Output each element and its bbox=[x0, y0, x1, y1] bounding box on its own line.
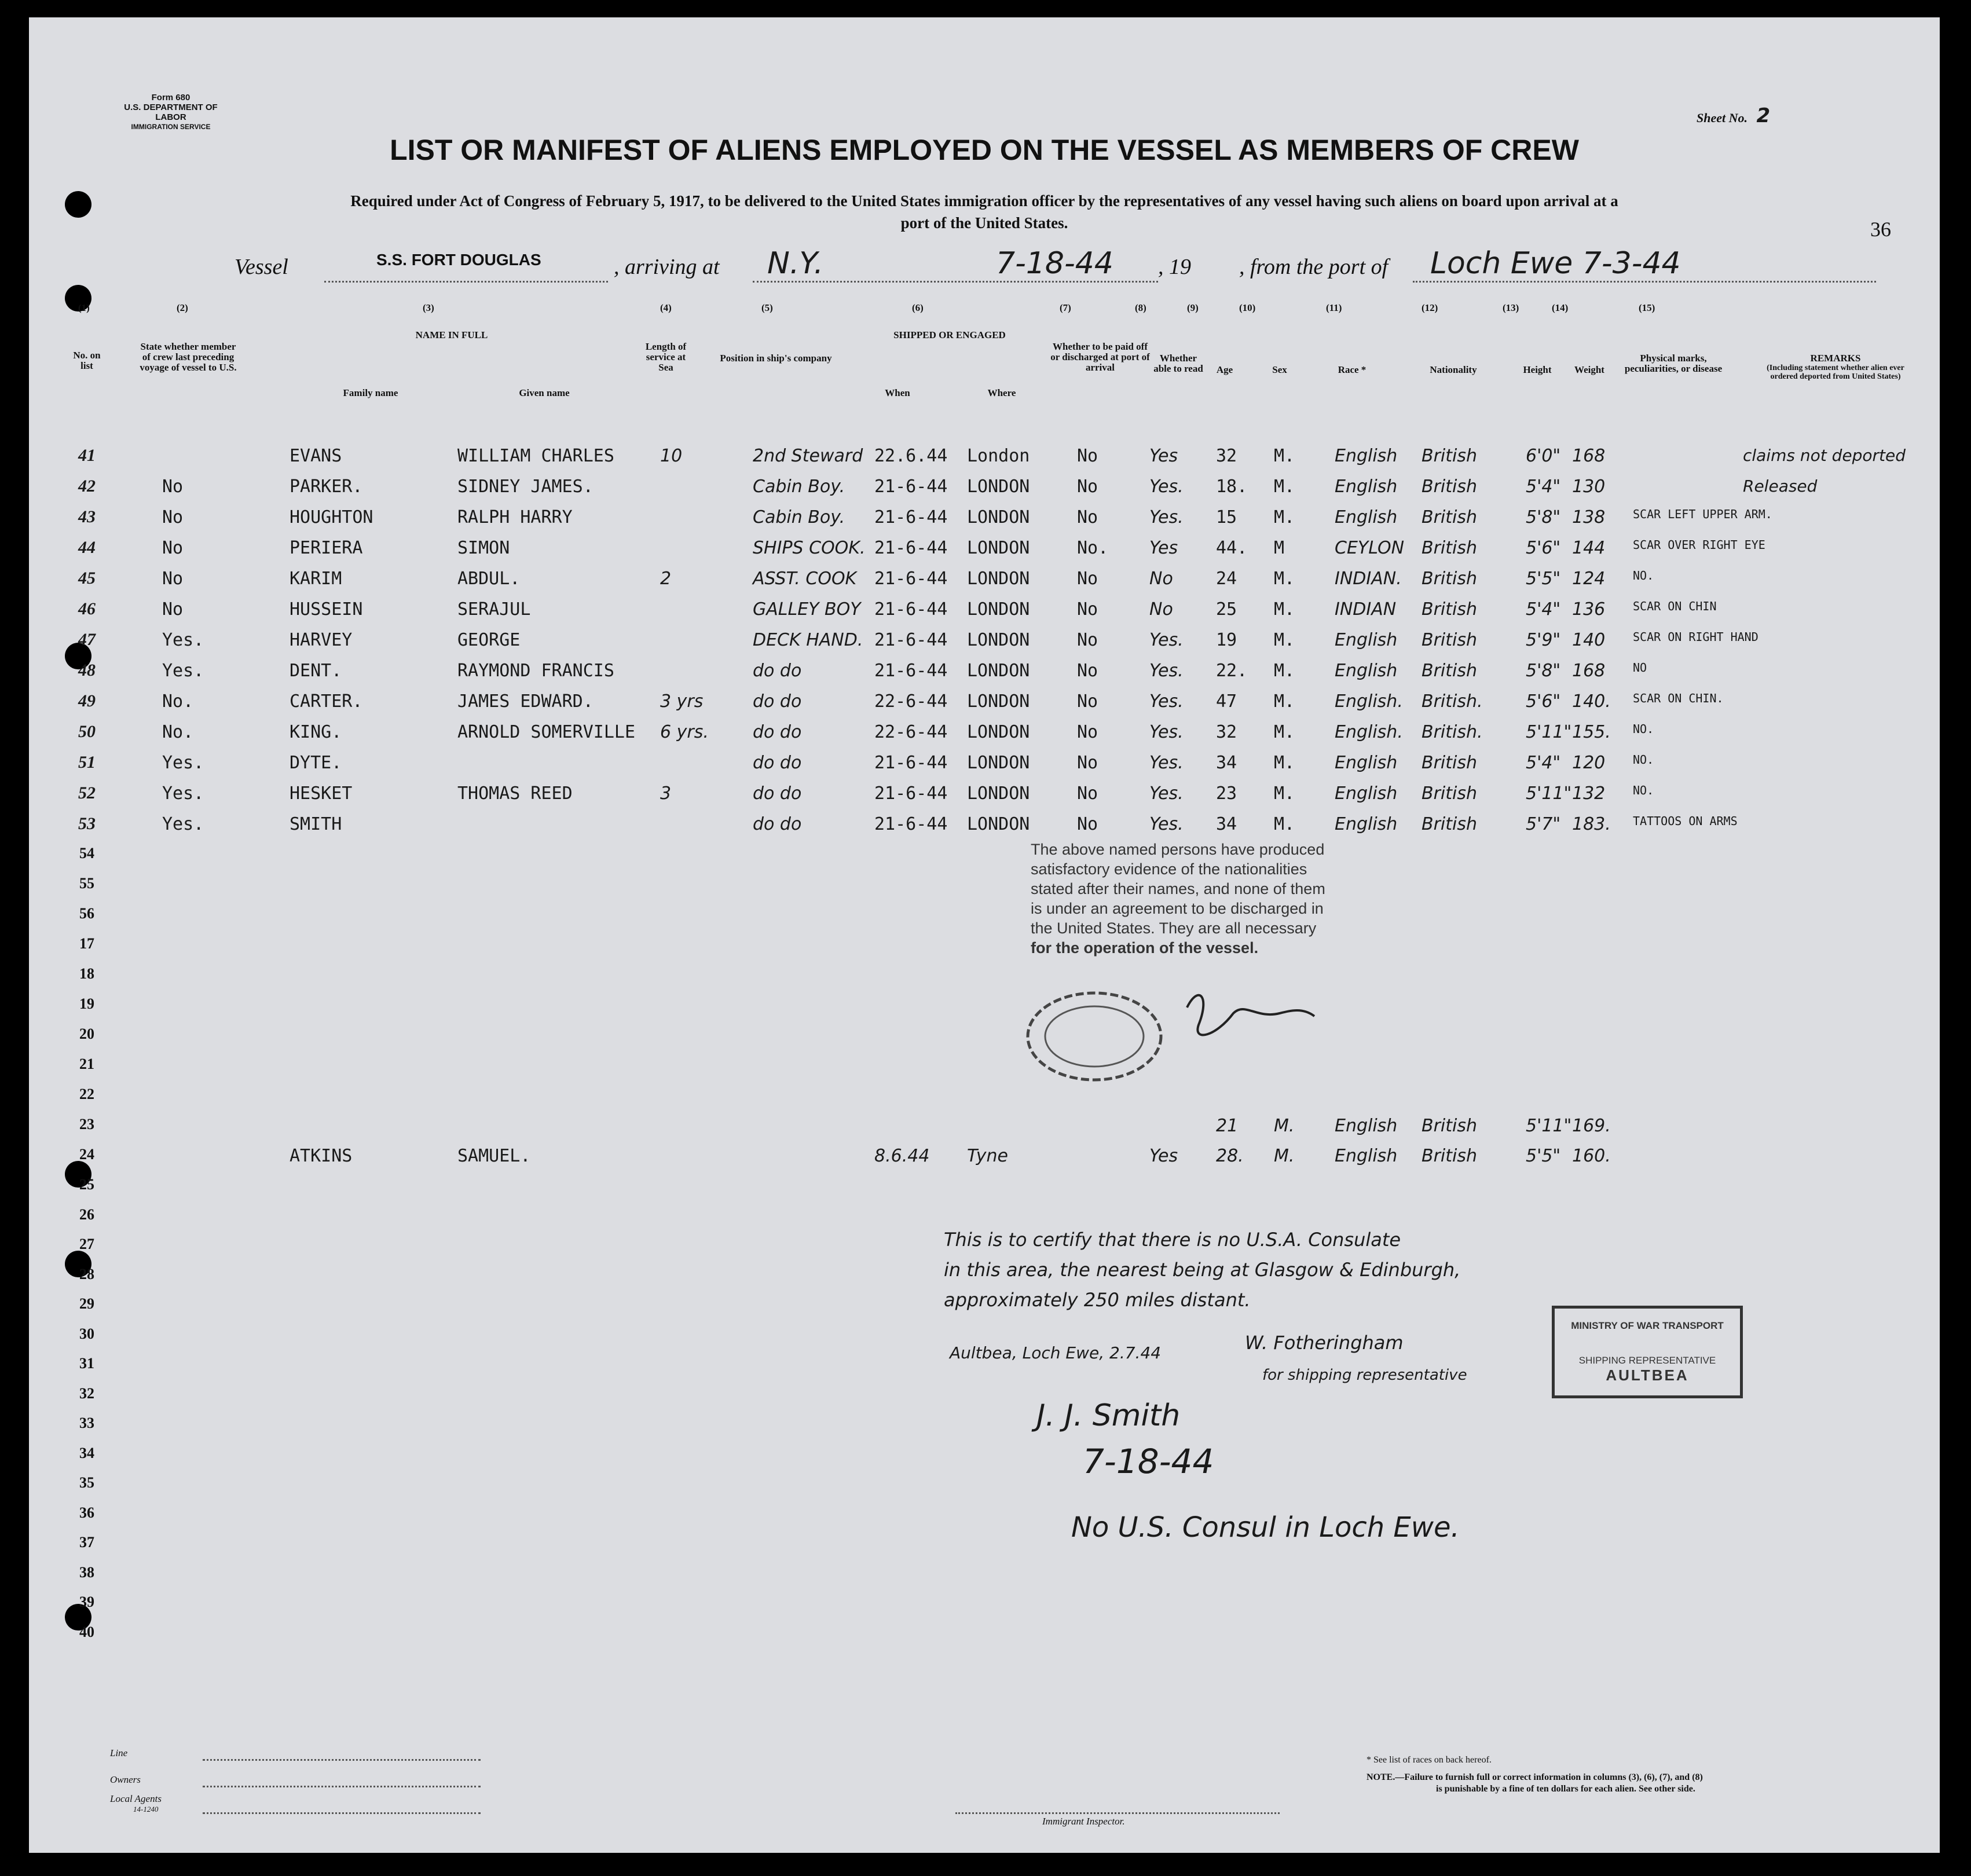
row-number: 22 bbox=[79, 1086, 94, 1102]
voyage-line: Vessel S.S. FORT DOUGLAS , arriving at N.Y. 7-18-44 , 19 , from the port of Loch Ewe 7-3-44 bbox=[203, 246, 1882, 287]
crew-nationality: British. bbox=[1422, 691, 1483, 712]
sheet-number: Sheet No. 2 bbox=[1697, 104, 1771, 127]
crew-age: 47 bbox=[1216, 691, 1237, 712]
crew-physical-marks: SCAR ON CHIN bbox=[1633, 599, 1717, 613]
crew-race: English. bbox=[1335, 691, 1403, 712]
crew-physical-marks: NO. bbox=[1633, 783, 1654, 797]
crew-shipped-where: LONDON bbox=[967, 477, 1030, 497]
crew-physical-marks: NO. bbox=[1633, 753, 1654, 767]
crew-given-name: JAMES EDWARD. bbox=[457, 691, 594, 712]
crew-nationality: British bbox=[1422, 783, 1477, 804]
crew-sex: M bbox=[1274, 538, 1285, 558]
column-numbers: (1) (2) (3) (4) (5) (6) (7) (8) (9) (10) (11) (12) (13) (14) (15) bbox=[78, 302, 1655, 313]
late-weight: 169. bbox=[1572, 1116, 1611, 1136]
row-number: 37 bbox=[79, 1534, 94, 1551]
crew-able-read: No bbox=[1149, 599, 1173, 620]
crew-position: do do bbox=[753, 691, 802, 712]
crew-physical-marks: TATTOOS ON ARMS bbox=[1633, 814, 1738, 828]
crew-able-read: Yes. bbox=[1149, 691, 1184, 712]
late-table-row bbox=[29, 1116, 1940, 1146]
late-able-read: Yes bbox=[1149, 1146, 1178, 1166]
crew-sex: M. bbox=[1274, 569, 1295, 589]
crew-weight: 120 bbox=[1572, 753, 1606, 773]
row-number: 46 bbox=[78, 599, 96, 618]
crew-paid-off: No bbox=[1077, 691, 1098, 712]
crew-shipped-where: LONDON bbox=[967, 722, 1030, 742]
crew-height: 5'6" bbox=[1526, 691, 1561, 712]
crew-shipped-when: 21-6-44 bbox=[874, 599, 948, 620]
crew-paid-off: No bbox=[1077, 783, 1098, 804]
inspector-signature: J. J. Smith bbox=[1036, 1398, 1181, 1433]
crew-paid-off: No bbox=[1077, 753, 1098, 773]
table-row bbox=[29, 507, 1940, 537]
shipping-rep-title: for shipping representative bbox=[1262, 1366, 1467, 1384]
late-given-name: SAMUEL. bbox=[457, 1146, 531, 1166]
crew-weight: 183. bbox=[1572, 814, 1611, 834]
row-number: 32 bbox=[79, 1384, 94, 1402]
crew-race: English bbox=[1335, 507, 1398, 527]
row-number: 43 bbox=[78, 507, 96, 526]
crew-length-service: 3 bbox=[660, 783, 672, 804]
crew-age: 44. bbox=[1216, 538, 1248, 558]
crew-given-name: RAYMOND FRANCIS bbox=[457, 661, 614, 681]
from-port: Loch Ewe 7-3-44 bbox=[1430, 246, 1681, 281]
row-number: 39 bbox=[79, 1593, 94, 1610]
crew-prev-voyage: Yes. bbox=[162, 661, 204, 681]
crew-position: do do bbox=[753, 753, 802, 773]
table-row bbox=[29, 569, 1940, 599]
late-sex: M. bbox=[1274, 1146, 1295, 1166]
crew-able-read: Yes bbox=[1149, 446, 1178, 466]
row-number: 24 bbox=[79, 1146, 94, 1163]
row-number: 41 bbox=[78, 446, 96, 465]
crew-nationality: British bbox=[1422, 814, 1477, 834]
shipping-rep-signature: W. Fotheringham bbox=[1245, 1332, 1404, 1354]
crew-shipped-where: LONDON bbox=[967, 599, 1030, 620]
late-age: 21 bbox=[1216, 1116, 1239, 1136]
crew-age: 32 bbox=[1216, 722, 1237, 742]
crew-shipped-where: LONDON bbox=[967, 814, 1030, 834]
crew-shipped-when: 21-6-44 bbox=[874, 507, 948, 527]
row-number: 40 bbox=[79, 1623, 94, 1640]
crew-physical-marks: NO bbox=[1633, 661, 1647, 675]
vessel-name: S.S. FORT DOUGLAS bbox=[376, 251, 541, 269]
row-number: 35 bbox=[79, 1474, 94, 1491]
crew-shipped-when: 21-6-44 bbox=[874, 753, 948, 773]
late-height: 5'11" bbox=[1526, 1116, 1572, 1136]
row-number: 28 bbox=[79, 1265, 94, 1283]
table-row bbox=[29, 477, 1940, 507]
row-number: 49 bbox=[78, 691, 96, 710]
crew-race: English bbox=[1335, 630, 1398, 650]
crew-weight: 124 bbox=[1572, 569, 1606, 589]
crew-nationality: British bbox=[1422, 538, 1477, 558]
row-number: 56 bbox=[79, 905, 94, 922]
crew-family-name: DENT. bbox=[290, 661, 342, 681]
crew-remarks: claims not deported bbox=[1743, 446, 1906, 465]
certification-text: This is to certify that there is no U.S.A. Consulate in this area, the nearest being at Glasgow & Edinburgh, approximately 250 miles distant. bbox=[944, 1229, 1461, 1311]
crew-sex: M. bbox=[1274, 691, 1295, 712]
crew-prev-voyage: No bbox=[162, 507, 184, 527]
crew-prev-voyage: No bbox=[162, 569, 184, 589]
crew-able-read: No bbox=[1149, 569, 1173, 589]
official-seal bbox=[1013, 973, 1338, 1112]
crew-shipped-where: LONDON bbox=[967, 569, 1030, 589]
row-number: 38 bbox=[79, 1563, 94, 1581]
crew-family-name: PARKER. bbox=[290, 477, 363, 497]
crew-shipped-when: 22-6-44 bbox=[874, 691, 948, 712]
late-shipped-when: 8.6.44 bbox=[874, 1146, 930, 1166]
crew-sex: M. bbox=[1274, 507, 1295, 527]
crew-prev-voyage: Yes. bbox=[162, 753, 204, 773]
crew-paid-off: No bbox=[1077, 814, 1098, 834]
crew-given-name: GEORGE bbox=[457, 630, 521, 650]
table-header: No. on list State whether member of crew last preceding voyage of vessel to U.S. NAME IN FULL Family name Given name Length of service at Sea Position in ship's company SHIPPED OR ENGAGED When Where Whether to be paid off or discharged at port of arrival Whether able to read Age Sex Race * Nationality Height Weight Physical marks, peculiarities, or disease REMARKS (Including statement whether alien ever ordered deported from United States) bbox=[73, 329, 1904, 398]
crew-shipped-where: LONDON bbox=[967, 630, 1030, 650]
crew-able-read: Yes. bbox=[1149, 783, 1184, 804]
row-number: 44 bbox=[78, 538, 96, 557]
crew-shipped-when: 22.6.44 bbox=[874, 446, 948, 466]
crew-family-name: HUSSEIN bbox=[290, 599, 363, 620]
crew-weight: 130 bbox=[1572, 477, 1606, 497]
crew-nationality: British bbox=[1422, 753, 1477, 773]
crew-sex: M. bbox=[1274, 477, 1295, 497]
table-row bbox=[29, 753, 1940, 783]
crew-length-service: 2 bbox=[660, 569, 672, 589]
crew-weight: 136 bbox=[1572, 599, 1606, 620]
table-row bbox=[29, 630, 1940, 660]
crew-nationality: British. bbox=[1422, 722, 1483, 742]
crew-nationality: British bbox=[1422, 477, 1477, 497]
crew-able-read: Yes. bbox=[1149, 722, 1184, 742]
row-number: 19 bbox=[79, 995, 94, 1012]
crew-shipped-where: LONDON bbox=[967, 661, 1030, 681]
crew-position: do do bbox=[753, 722, 802, 742]
row-number: 54 bbox=[79, 845, 94, 862]
crew-family-name: KING. bbox=[290, 722, 342, 742]
row-number: 33 bbox=[79, 1415, 94, 1431]
crew-family-name: KARIM bbox=[290, 569, 342, 589]
crew-race: English bbox=[1335, 661, 1398, 681]
crew-position: 2nd Steward bbox=[753, 446, 863, 466]
crew-height: 5'11" bbox=[1526, 783, 1572, 804]
crew-given-name: SIDNEY JAMES. bbox=[457, 477, 594, 497]
crew-sex: M. bbox=[1274, 661, 1295, 681]
crew-race: CEYLON bbox=[1335, 538, 1405, 558]
crew-paid-off: No bbox=[1077, 446, 1098, 466]
crew-paid-off: No bbox=[1077, 477, 1098, 497]
table-row bbox=[29, 722, 1940, 752]
row-number: 30 bbox=[79, 1325, 94, 1342]
row-number: 27 bbox=[79, 1236, 94, 1252]
row-number: 21 bbox=[79, 1056, 94, 1072]
crew-able-read: Yes. bbox=[1149, 477, 1184, 497]
crew-weight: 140. bbox=[1572, 691, 1611, 712]
table-row bbox=[29, 538, 1940, 568]
crew-position: Cabin Boy. bbox=[753, 477, 845, 497]
late-age: 28. bbox=[1216, 1146, 1244, 1166]
crew-position: Cabin Boy. bbox=[753, 507, 845, 527]
crew-family-name: HARVEY bbox=[290, 630, 353, 650]
row-number: 53 bbox=[78, 814, 96, 833]
crew-able-read: Yes. bbox=[1149, 753, 1184, 773]
row-number: 29 bbox=[79, 1295, 94, 1312]
crew-paid-off: No bbox=[1077, 599, 1098, 620]
crew-shipped-where: LONDON bbox=[967, 783, 1030, 804]
crew-family-name: SMITH bbox=[290, 814, 342, 834]
crew-given-name: THOMAS REED bbox=[457, 783, 573, 804]
crew-paid-off: No bbox=[1077, 630, 1098, 650]
crew-age: 23 bbox=[1216, 783, 1237, 804]
crew-weight: 132 bbox=[1572, 783, 1606, 804]
crew-shipped-where: LONDON bbox=[967, 507, 1030, 527]
inspector-date: 7-18-44 bbox=[1083, 1442, 1214, 1481]
crew-height: 5'5" bbox=[1526, 569, 1561, 589]
crew-family-name: DYTE. bbox=[290, 753, 342, 773]
crew-age: 34 bbox=[1216, 753, 1237, 773]
page-title: LIST OR MANIFEST OF ALIENS EMPLOYED ON THE VESSEL AS MEMBERS OF CREW bbox=[390, 134, 1579, 166]
row-number: 48 bbox=[78, 661, 96, 680]
arrival-date: 7-18-44 bbox=[996, 246, 1113, 281]
crew-age: 22. bbox=[1216, 661, 1248, 681]
late-height: 5'5" bbox=[1526, 1146, 1561, 1166]
row-number: 25 bbox=[79, 1176, 94, 1193]
crew-age: 24 bbox=[1216, 569, 1237, 589]
crew-sex: M. bbox=[1274, 753, 1295, 773]
crew-remarks: Released bbox=[1743, 477, 1818, 496]
crew-sex: M. bbox=[1274, 599, 1295, 620]
crew-race: INDIAN. bbox=[1335, 569, 1402, 589]
ministry-stamp: MINISTRY OF WAR TRANSPORT SHIPPING REPRESENTATIVE AULTBEA bbox=[1552, 1306, 1743, 1398]
crew-paid-off: No bbox=[1077, 722, 1098, 742]
crew-prev-voyage: No bbox=[162, 477, 184, 497]
table-row bbox=[29, 814, 1940, 844]
crew-prev-voyage: Yes. bbox=[162, 783, 204, 804]
crew-length-service: 6 yrs. bbox=[660, 722, 709, 742]
row-number: 51 bbox=[78, 753, 96, 772]
crew-physical-marks: SCAR ON CHIN. bbox=[1633, 691, 1724, 705]
table-row bbox=[29, 783, 1940, 814]
crew-shipped-where: London bbox=[967, 446, 1030, 466]
crew-sex: M. bbox=[1274, 814, 1295, 834]
crew-sex: M. bbox=[1274, 722, 1295, 742]
late-race: English bbox=[1335, 1116, 1398, 1136]
certification-place-date: Aultbea, Loch Ewe, 2.7.44 bbox=[950, 1343, 1162, 1362]
late-table-row bbox=[29, 1146, 1940, 1176]
crew-able-read: Yes. bbox=[1149, 630, 1184, 650]
crew-weight: 155. bbox=[1572, 722, 1611, 742]
crew-height: 5'4" bbox=[1526, 599, 1561, 620]
crew-race: English bbox=[1335, 477, 1398, 497]
crew-race: English bbox=[1335, 446, 1398, 466]
crew-given-name: SERAJUL bbox=[457, 599, 531, 620]
crew-age: 18. bbox=[1216, 477, 1248, 497]
crew-shipped-when: 21-6-44 bbox=[874, 569, 948, 589]
crew-sex: M. bbox=[1274, 630, 1295, 650]
table-row bbox=[29, 691, 1940, 721]
crew-weight: 168 bbox=[1572, 446, 1606, 466]
crew-nationality: British bbox=[1422, 446, 1477, 466]
crew-paid-off: No. bbox=[1077, 538, 1109, 558]
row-number: 52 bbox=[78, 783, 96, 803]
crew-nationality: British bbox=[1422, 661, 1477, 681]
crew-physical-marks: SCAR OVER RIGHT EYE bbox=[1633, 538, 1765, 552]
footer-note: * See list of races on back hereof. NOTE.—Failure to furnish full or correct information in columns (3), (6), (7), and (8) is punishable by a fine of ten dollars for each alien. See other side. bbox=[1366, 1755, 1703, 1794]
crew-able-read: Yes. bbox=[1149, 661, 1184, 681]
crew-height: 5'8" bbox=[1526, 661, 1561, 681]
crew-height: 5'4" bbox=[1526, 753, 1561, 773]
row-number: 50 bbox=[78, 722, 96, 741]
consul-note: No U.S. Consul in Loch Ewe. bbox=[1071, 1511, 1460, 1544]
crew-shipped-when: 21-6-44 bbox=[874, 477, 948, 497]
crew-shipped-when: 21-6-44 bbox=[874, 538, 948, 558]
table-row bbox=[29, 446, 1940, 476]
crew-physical-marks: SCAR ON RIGHT HAND bbox=[1633, 630, 1758, 644]
table-row bbox=[29, 661, 1940, 691]
crew-paid-off: No bbox=[1077, 507, 1098, 527]
arriving-port: N.Y. bbox=[767, 246, 824, 281]
row-number: 26 bbox=[79, 1206, 94, 1223]
crew-age: 34 bbox=[1216, 814, 1237, 834]
crew-given-name: ARNOLD SOMERVILLE bbox=[457, 722, 636, 742]
crew-family-name: HESKET bbox=[290, 783, 353, 804]
crew-weight: 168 bbox=[1572, 661, 1606, 681]
crew-race: English bbox=[1335, 814, 1398, 834]
row-number: 23 bbox=[79, 1116, 94, 1133]
crew-weight: 144 bbox=[1572, 538, 1606, 558]
late-shipped-where: Tyne bbox=[967, 1146, 1008, 1166]
crew-family-name: CARTER. bbox=[290, 691, 363, 712]
row-number: 55 bbox=[79, 875, 94, 892]
crew-prev-voyage: Yes. bbox=[162, 814, 204, 834]
crew-shipped-where: LONDON bbox=[967, 691, 1030, 712]
crew-given-name: RALPH HARRY bbox=[457, 507, 573, 527]
row-number: 20 bbox=[79, 1025, 94, 1042]
crew-race: INDIAN bbox=[1335, 599, 1397, 620]
crew-shipped-where: LONDON bbox=[967, 538, 1030, 558]
crew-weight: 138 bbox=[1572, 507, 1606, 527]
row-number: 31 bbox=[79, 1355, 94, 1372]
row-number: 36 bbox=[79, 1504, 94, 1521]
crew-prev-voyage: No bbox=[162, 599, 184, 620]
crew-sex: M. bbox=[1274, 446, 1295, 466]
crew-height: 6'0" bbox=[1526, 446, 1561, 466]
crew-height: 5'11" bbox=[1526, 722, 1572, 742]
late-family-name: ATKINS bbox=[290, 1146, 353, 1166]
crew-age: 25 bbox=[1216, 599, 1237, 620]
crew-able-read: Yes. bbox=[1149, 507, 1184, 527]
form-info: Form 680 U.S. DEPARTMENT OF LABOR IMMIGRATION SERVICE bbox=[124, 93, 218, 131]
late-race: English bbox=[1335, 1146, 1398, 1166]
row-number: 45 bbox=[78, 569, 96, 588]
crew-shipped-when: 21-6-44 bbox=[874, 661, 948, 681]
row-number: 17 bbox=[79, 935, 94, 952]
crew-family-name: PERIERA bbox=[290, 538, 363, 558]
row-number: 47 bbox=[78, 630, 96, 649]
crew-position: do do bbox=[753, 783, 802, 804]
nationality-statement-stamp: The above named persons have produced satisfactory evidence of the nationalities stated after their names, and none of them is under an agreement to be discharged in the United States. They are all necessary for the operation of the vessel. bbox=[1031, 841, 1325, 957]
crew-family-name: EVANS bbox=[290, 446, 342, 466]
inspector-label: Immigrant Inspector. bbox=[1042, 1816, 1125, 1827]
crew-nationality: British bbox=[1422, 569, 1477, 589]
crew-nationality: British bbox=[1422, 507, 1477, 527]
crew-family-name: HOUGHTON bbox=[290, 507, 373, 527]
crew-weight: 140 bbox=[1572, 630, 1606, 650]
crew-height: 5'4" bbox=[1526, 477, 1561, 497]
late-sex: M. bbox=[1274, 1116, 1295, 1136]
crew-shipped-when: 21-6-44 bbox=[874, 814, 948, 834]
subtitle: Required under Act of Congress of February 5, 1917, to be delivered to the United States immigration officer by the representatives of any vessel having such aliens on board upon arrival at a port of the United States. bbox=[350, 192, 1618, 232]
page-number: 36 bbox=[1870, 218, 1891, 241]
crew-height: 5'8" bbox=[1526, 507, 1561, 527]
crew-given-name: ABDUL. bbox=[457, 569, 521, 589]
crew-shipped-when: 21-6-44 bbox=[874, 630, 948, 650]
late-weight: 160. bbox=[1572, 1146, 1611, 1166]
crew-nationality: British bbox=[1422, 599, 1477, 620]
crew-position: ASST. COOK bbox=[753, 569, 857, 589]
crew-prev-voyage: Yes. bbox=[162, 630, 204, 650]
late-nationality: British bbox=[1422, 1116, 1477, 1136]
crew-height: 5'7" bbox=[1526, 814, 1561, 834]
crew-prev-voyage: No. bbox=[162, 722, 194, 742]
crew-prev-voyage: No. bbox=[162, 691, 194, 712]
crew-position: GALLEY BOY bbox=[753, 599, 861, 620]
crew-race: English. bbox=[1335, 722, 1403, 742]
crew-position: do do bbox=[753, 661, 802, 681]
crew-height: 5'9" bbox=[1526, 630, 1561, 650]
crew-given-name: WILLIAM CHARLES bbox=[457, 446, 614, 466]
crew-physical-marks: NO. bbox=[1633, 569, 1654, 582]
crew-age: 19 bbox=[1216, 630, 1237, 650]
table-row bbox=[29, 599, 1940, 629]
crew-paid-off: No bbox=[1077, 569, 1098, 589]
footer-left: Line Owners Local Agents 14-1240 bbox=[110, 1747, 162, 1813]
crew-given-name: SIMON bbox=[457, 538, 510, 558]
crew-length-service: 3 yrs bbox=[660, 691, 704, 712]
crew-physical-marks: SCAR LEFT UPPER ARM. bbox=[1633, 507, 1772, 521]
crew-length-service: 10 bbox=[660, 446, 683, 466]
row-number: 42 bbox=[78, 477, 96, 496]
crew-shipped-when: 22-6-44 bbox=[874, 722, 948, 742]
crew-position: do do bbox=[753, 814, 802, 834]
crew-shipped-when: 21-6-44 bbox=[874, 783, 948, 804]
row-number: 18 bbox=[79, 965, 94, 982]
crew-nationality: British bbox=[1422, 630, 1477, 650]
crew-able-read: Yes bbox=[1149, 538, 1178, 558]
crew-height: 5'6" bbox=[1526, 538, 1561, 558]
row-number: 34 bbox=[79, 1444, 94, 1461]
crew-race: English bbox=[1335, 783, 1398, 804]
crew-age: 15 bbox=[1216, 507, 1237, 527]
manifest-sheet bbox=[29, 17, 1940, 1853]
crew-position: SHIPS COOK. bbox=[753, 538, 866, 558]
crew-physical-marks: NO. bbox=[1633, 722, 1654, 736]
late-nationality: British bbox=[1422, 1146, 1477, 1166]
crew-able-read: Yes. bbox=[1149, 814, 1184, 834]
crew-race: English bbox=[1335, 753, 1398, 773]
crew-position: DECK HAND. bbox=[753, 630, 863, 650]
crew-sex: M. bbox=[1274, 783, 1295, 804]
crew-shipped-where: LONDON bbox=[967, 753, 1030, 773]
crew-age: 32 bbox=[1216, 446, 1237, 466]
crew-paid-off: No bbox=[1077, 661, 1098, 681]
crew-prev-voyage: No bbox=[162, 538, 184, 558]
